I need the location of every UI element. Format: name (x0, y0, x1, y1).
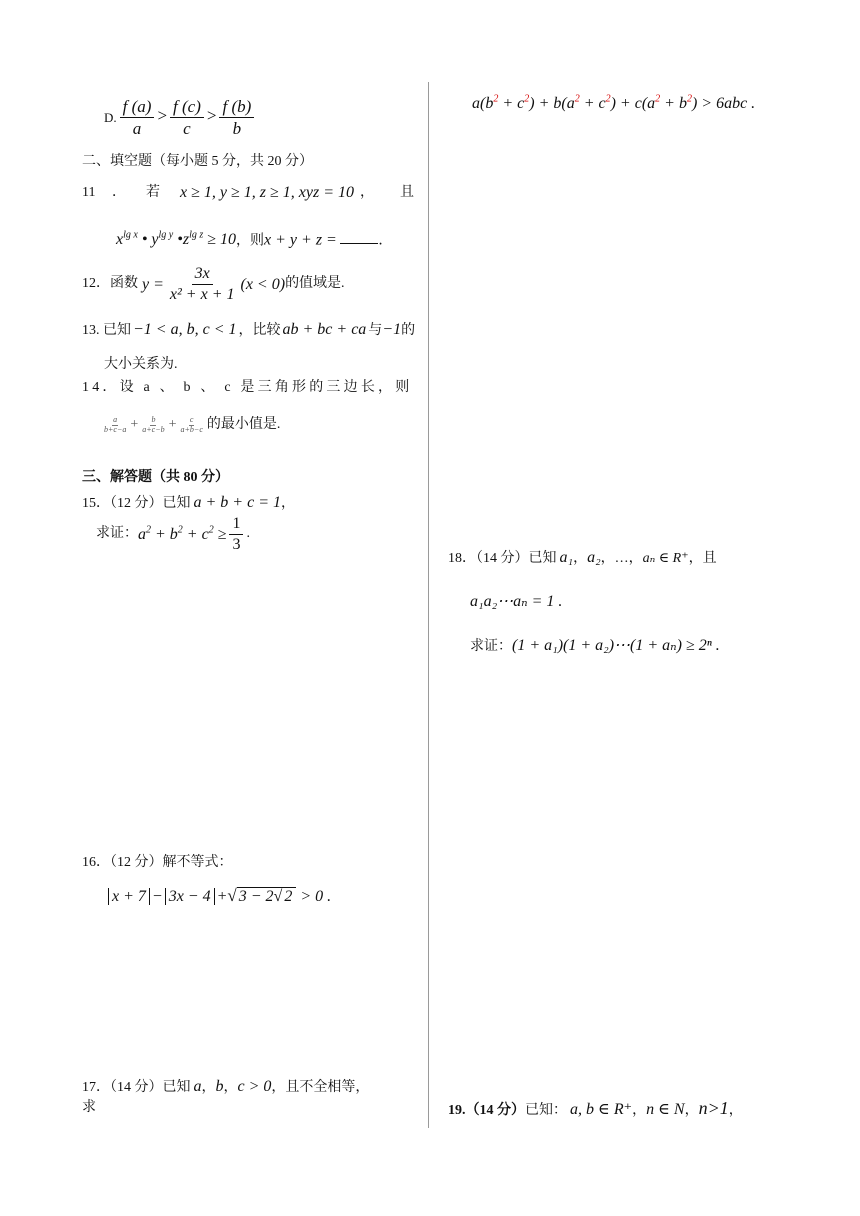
question-13: 13. 已知 −1 < a, b, c < 1 ，比较 ab + bc + ca 与−1的 (82, 321, 416, 338)
fraction-3x-over-quadratic: $\frac{3x}{\text{x² + x + 1}}$ (169, 265, 235, 303)
question-18-line1: 18．（14 分）已知 a₁，a₂，…，aₙ ∈ R⁺，且 (448, 549, 717, 566)
option-d: D. $\frac{f (a)}{a}$ > $\frac{f (c)}{c}$ > $\frac{f (b)}{b}$ (104, 96, 257, 140)
column-divider (428, 82, 429, 1128)
question-15-line2: 求证：$a^2 + b^2 + c^2$ ≥ $\frac{1}{3}$ . (96, 515, 250, 553)
question-17-line1: 17．（14 分）已知 a，b，c > 0，且不全相等， (82, 1078, 370, 1095)
question-14-line2: $\frac{a}{b+c-a}$ + $\frac{b}{a+c-b}$ + $\frac{c}{a+b-c}$ 的最小值是. (104, 415, 281, 434)
question-16-line2: x + 7 − 3x − 4 +√ 3 − 2√ 2 > 0 . (106, 886, 331, 907)
question-12: 12．函数 y = $\frac{3x}{\text{x² + x + 1}}$ (x < 0)的值域是. (82, 265, 345, 303)
question-14-line1: 14．设 a 、 b 、 c 是三角形的三边长，则 (82, 380, 413, 395)
question-15-line1: 15．（12 分）已知 a + b + c = 1， (82, 494, 295, 511)
question-17-line2: 求 (82, 1100, 96, 1115)
answer-blank (340, 231, 378, 244)
question-16-line1: 16．（12 分）解不等式： (82, 855, 233, 870)
question-19: 19.（14 分）已知： a, b ∈ R⁺，n ∈ N，n>1， (448, 1098, 743, 1118)
question-18-line3: 求证：(1 + a₁)(1 + a₂)⋯(1 + aₙ) ≥ 2ⁿ . (470, 637, 720, 654)
section-solutions-title: 三、解答题（共 80 分） (82, 470, 229, 485)
fraction-fb-over-b: $\frac{f (b)}{b}$ (219, 96, 254, 140)
question-11-line2: $x^{lg x}$ • $y^{lg y}$ $•z^{lg z} \ge 10$，则x + y + z = ． (116, 230, 393, 249)
question-18-line2: a₁a₂⋯aₙ = 1 . (470, 593, 563, 610)
question-13-line2: 大小关系为. (104, 357, 178, 372)
fraction-fc-over-c: $\frac{f (c)}{c}$ (170, 96, 204, 140)
q17-inequality: $a(b^2 + c^2) + b(a^2 + c^2) + c(a^2 + b^2) > 6abc$ . (472, 94, 756, 113)
section-fill-blank-title: 二、填空题（每小题 5 分，共 20 分） (82, 154, 313, 169)
fraction-fa-over-a: $\frac{f (a)}{a}$ (120, 96, 155, 140)
